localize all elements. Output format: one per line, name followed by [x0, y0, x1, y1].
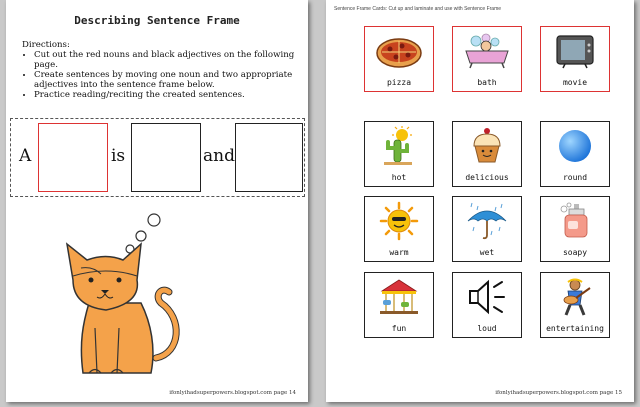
adjective-card-wet[interactable] [452, 196, 522, 262]
adjective-card-loud[interactable] [452, 272, 522, 338]
adjective-card-soapy[interactable] [540, 196, 610, 262]
frame-word-is: is [111, 146, 126, 166]
guitar-player-icon [550, 277, 600, 317]
adjective-label: wet [479, 248, 495, 257]
tv-icon [550, 31, 600, 71]
noun-label: movie [562, 78, 588, 87]
adjective-card-fun[interactable] [364, 272, 434, 338]
adjective-card-warm[interactable] [364, 196, 434, 262]
pizza-icon [374, 31, 424, 71]
sentence-frame [10, 118, 305, 197]
bathtub-icon [462, 31, 512, 71]
right-page [326, 0, 634, 402]
directions-list [22, 50, 302, 100]
page-title: Describing Sentence Frame [74, 14, 240, 27]
thinking-cat-icon [61, 208, 201, 388]
adjective-card-round[interactable] [540, 121, 610, 187]
adjective-label: fun [391, 324, 407, 333]
footer: ifonlyihadsuperpowers.blogspot.com page 15 [495, 390, 622, 396]
noun-card-pizza[interactable] [364, 26, 434, 92]
noun-label: bath [477, 78, 497, 87]
cactus-sun-icon [374, 126, 424, 166]
umbrella-icon [462, 201, 512, 241]
cards-header: Sentence Frame Cards: Cut up and laminate and use with Sentence Frame [334, 6, 502, 12]
adjective-card-delicious[interactable] [452, 121, 522, 187]
directions-heading: Directions: [22, 40, 70, 50]
adjective-card-entertaining[interactable] [540, 272, 610, 338]
footer: ifonlyihadsuperpowers.blogspot.com page 14 [169, 390, 296, 396]
adjective-label: loud [477, 324, 497, 333]
adjective-label: delicious [465, 173, 509, 182]
left-page [6, 0, 308, 402]
noun-card-bath[interactable] [452, 26, 522, 92]
noun-label: pizza [386, 78, 412, 87]
frame-word-and: and [203, 146, 235, 166]
sun-icon [374, 201, 424, 241]
adjective-label: hot [391, 173, 407, 182]
noun-slot[interactable] [38, 123, 108, 192]
direction-item: • Cut out the red nouns and black adjectives on the following page. [34, 50, 302, 70]
adjective-label: warm [389, 248, 409, 257]
adjective-card-hot[interactable] [364, 121, 434, 187]
cupcake-icon [462, 126, 512, 166]
adjective-slot-2[interactable] [235, 123, 303, 192]
adjective-slot-1[interactable] [131, 123, 201, 192]
ball-icon [550, 126, 600, 166]
direction-item: • Create sentences by moving one noun and two appropriate adjectives into the sentence frame below. [34, 70, 302, 90]
frame-word-a: A [19, 146, 32, 166]
speaker-icon [462, 277, 512, 317]
carousel-icon [374, 277, 424, 317]
directions [22, 40, 302, 100]
direction-item: • Practice reading/reciting the created sentences. [34, 90, 302, 100]
adjective-label: soapy [562, 248, 588, 257]
soap-bottle-icon [550, 201, 600, 241]
adjective-label: round [562, 173, 588, 182]
noun-card-movie[interactable] [540, 26, 610, 92]
adjective-label: entertaining [546, 324, 604, 333]
